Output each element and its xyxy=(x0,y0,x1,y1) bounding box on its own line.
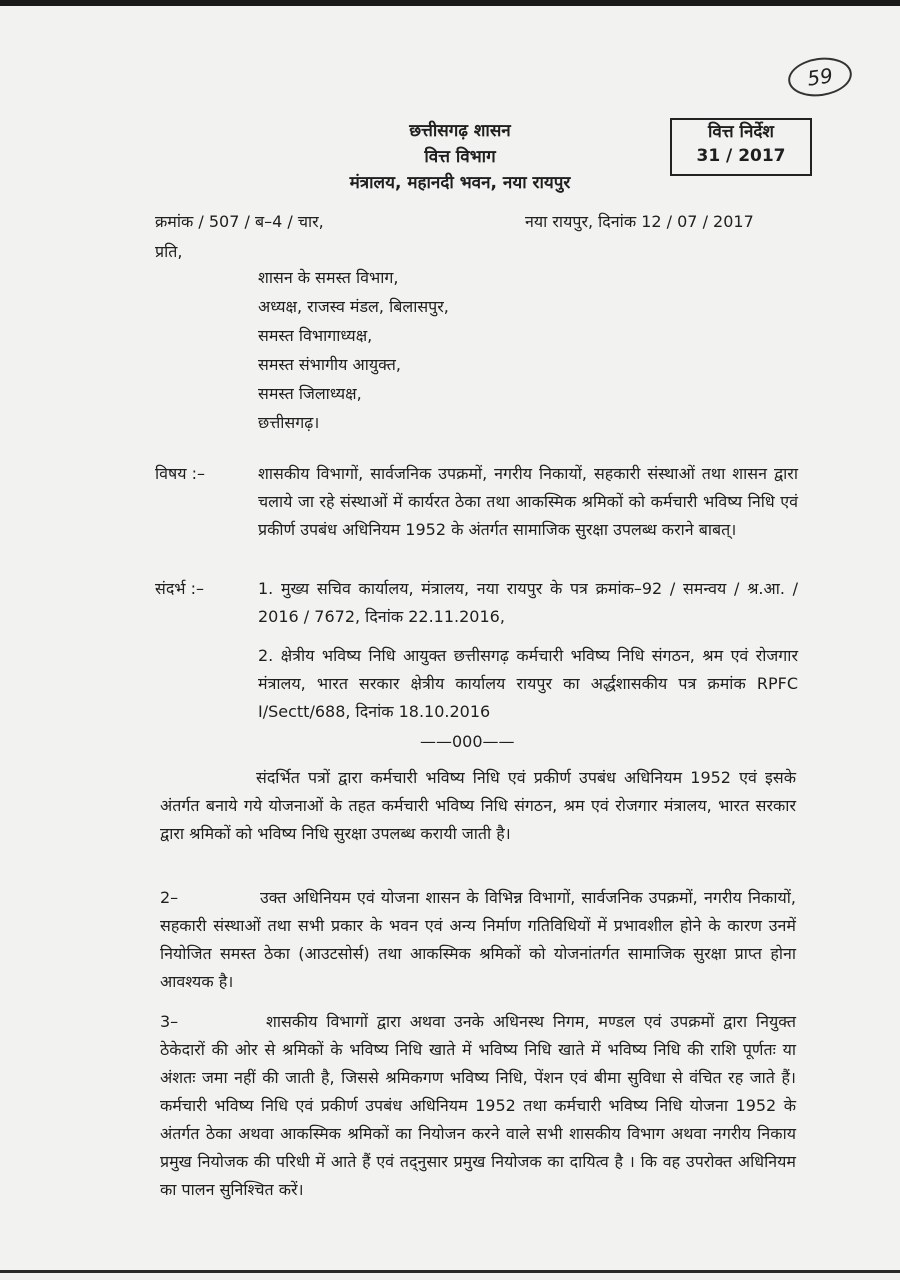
scan-bottom-edge xyxy=(0,1270,900,1273)
addressee-line: समस्त जिलाध्यक्ष, xyxy=(258,384,362,403)
paragraph-3: शासकीय विभागों द्वारा अथवा उनके अधिनस्थ निगम, मण्डल एवं उपक्रमों द्वारा नियुक्त ठेकेदारों की ओर से श्रमिकों के भविष्य निधि खाते में भविष्य निधि खाते में भविष्य निधि की राशि पूर्णतः या अंशतः जमा नहीं की जाती है, जिससे श्रमिकगण भविष्य निधि, पेंशन एवं बीमा सुविधा से वंचित रह जाते हैं। कर्मचारी भविष्य निधि एवं प्रकीर्ण उपबंध अधिनियम 1952 तथा कर्मचारी भविष्य निधि योजना 1952 के अंतर्गत ठेका अथवा आकस्मिक श्रमिकों का नियोजन करने वाले सभी शासकीय विभाग अथवा नगरीय निकाय प्रमुख नियोजक की परिधी में आते हैं एवं तद्नुसार प्रमुख नियोजक का दायित्व है । कि वह उपरोक्त अधिनियम का पालन सुनिश्चित करें। xyxy=(160,1012,796,1199)
reference-item: 2. क्षेत्रीय भविष्य निधि आयुक्त छत्तीसगढ़ कर्मचारी भविष्य निधि संगठन, श्रम एवं रोजगार मंत्रालय, भारत सरकार क्षेत्रीय कार्यालय रायपुर का अर्द्धशासकीय पत्र क्रमांक RPFC I/Sectt/688, दिनांक 18.10.2016 xyxy=(258,646,798,721)
directive-number: 31 / 2017 xyxy=(696,146,786,166)
reference-item: 1. मुख्य सचिव कार्यालय, मंत्रालय, नया रायपुर के पत्र क्रमांक–92 / समन्वय / श्र.आ. / 2016 / 7672, दिनांक 22.11.2016, xyxy=(258,579,798,626)
directive-box xyxy=(670,118,812,176)
letterhead xyxy=(300,118,620,196)
subject-label: विषय :– xyxy=(155,464,206,483)
addressee-line: छत्तीसगढ़। xyxy=(258,413,320,432)
letterhead-department: वित्त विभाग xyxy=(424,147,496,167)
paragraph-number: 2– xyxy=(160,888,179,907)
addressee-line: शासन के समस्त विभाग, xyxy=(258,268,399,287)
to-label: प्रति, xyxy=(155,242,183,261)
paragraph-number: 3– xyxy=(160,1012,179,1031)
addressee-line: अध्यक्ष, राजस्व मंडल, बिलासपुर, xyxy=(258,297,449,316)
letterhead-government: छत्तीसगढ़ शासन xyxy=(409,121,511,141)
paragraph-1: संदर्भित पत्रों द्वारा कर्मचारी भविष्य निधि एवं प्रकीर्ण उपबंध अधिनियम 1952 एवं इसके अंतर्गत बनाये गये योजनाओं के तहत कर्मचारी भविष्य निधि संगठन, श्रम एवं रोजगार मंत्रालय, भारत सरकार द्वारा श्रमिकों को भविष्य निधि सुरक्षा उपलब्ध करायी जाती है। xyxy=(160,768,796,843)
separator: ——000—— xyxy=(420,732,515,751)
reference-number: क्रमांक / 507 / ब–4 / चार, xyxy=(155,212,324,231)
place-date: नया रायपुर, दिनांक 12 / 07 / 2017 xyxy=(525,212,754,231)
subject-text: शासकीय विभागों, सार्वजनिक उपक्रमों, नगरीय निकायों, सहकारी संस्थाओं तथा शासन द्वारा चलाये जा रहे संस्थाओं में कार्यरत ठेका तथा आकस्मिक श्रमिकों को कर्मचारी भविष्य निधि एवं प्रकीर्ण उपबंध अधिनियम 1952 के अंतर्गत सामाजिक सुरक्षा उपलब्ध कराने बाबत्। xyxy=(258,464,798,539)
reference-label: संदर्भ :– xyxy=(155,579,205,598)
page-number-stamp: 59 xyxy=(786,54,855,101)
directive-title: वित्त निर्देश xyxy=(708,122,774,142)
addressee-line: समस्त संभागीय आयुक्त, xyxy=(258,355,401,374)
paragraph-2: उक्त अधिनियम एवं योजना शासन के विभिन्न विभागों, सार्वजनिक उपक्रमों, नगरीय निकायों, सहकारी संस्थाओं तथा सभी प्रकार के भवन एवं अन्य निर्माण गतिविधियों में प्रभावशील होने के कारण उनमें नियोजित समस्त ठेका (आउटसोर्स) तथा आकस्मिक श्रमिकों को योजनांतर्गत सामाजिक सुरक्षा प्राप्त होना आवश्यक है। xyxy=(160,888,796,991)
addressee-line: समस्त विभागाध्यक्ष, xyxy=(258,326,373,345)
letterhead-address: मंत्रालय, महानदी भवन, नया रायपुर xyxy=(349,173,571,193)
